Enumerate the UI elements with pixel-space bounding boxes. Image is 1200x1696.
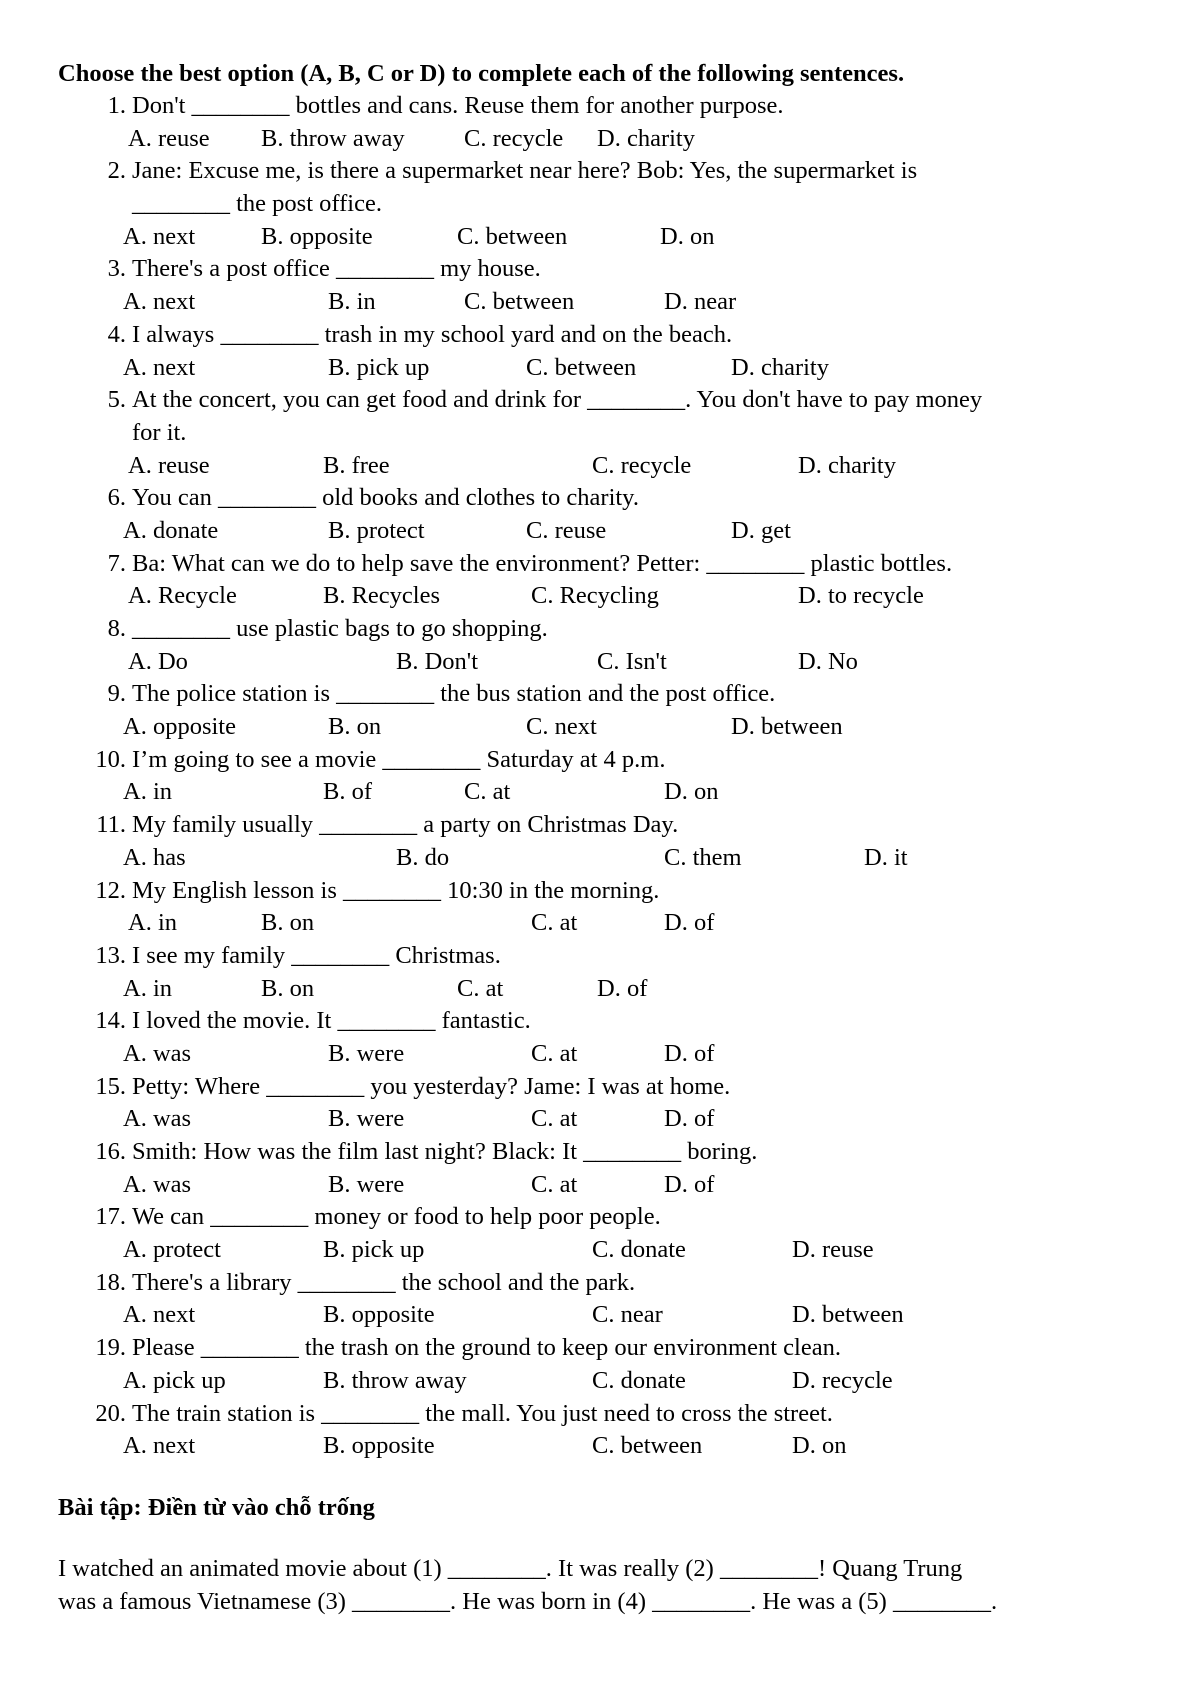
- answer-options: [58, 973, 1158, 1006]
- question-line: [58, 90, 1158, 123]
- answer-option-a[interactable]: A. reuse: [128, 124, 210, 152]
- answer-option-b[interactable]: B. in: [328, 288, 376, 316]
- answer-options: [58, 1299, 1158, 1332]
- answer-options: [58, 1234, 1158, 1267]
- answer-option-d[interactable]: D. charity: [731, 353, 829, 381]
- answer-option-d[interactable]: D. recycle: [792, 1366, 893, 1394]
- answer-option-d[interactable]: D. on: [660, 222, 715, 250]
- question-line: [58, 384, 1158, 417]
- answer-option-c[interactable]: C. them: [664, 843, 742, 871]
- question-line: [58, 253, 1158, 286]
- question-item: [58, 678, 1158, 743]
- answer-option-a[interactable]: A. was: [123, 1170, 192, 1198]
- question-number: 2.: [107, 157, 126, 185]
- answer-option-c[interactable]: C. at: [531, 1039, 578, 1067]
- question-text: Smith: How was the film last night? Black: It ________ boring.: [132, 1138, 758, 1165]
- answer-option-a[interactable]: A. in: [128, 909, 177, 937]
- question-text: I’m going to see a movie ________ Saturday at 4 p.m.: [132, 745, 666, 773]
- answer-option-d[interactable]: D. get: [731, 516, 791, 544]
- question-item: [58, 1267, 1158, 1332]
- question-number: 11.: [96, 811, 126, 839]
- question-text: I see my family ________ Christmas.: [132, 941, 501, 969]
- question-line: [58, 1332, 1158, 1365]
- question-text: Don't ________ bottles and cans. Reuse them for another purpose.: [132, 92, 784, 119]
- question-item: [58, 875, 1158, 940]
- answer-option-b[interactable]: B. do: [396, 843, 450, 871]
- question-number: 3.: [107, 255, 126, 283]
- answer-option-d[interactable]: D. of: [664, 1170, 715, 1198]
- answer-option-c[interactable]: C. at: [531, 909, 578, 937]
- question-text: The police station is ________ the bus station and the post office.: [132, 680, 776, 708]
- question-item: [58, 1398, 1158, 1463]
- answer-option-c[interactable]: C. at: [531, 1105, 578, 1133]
- answer-option-b[interactable]: B. throw away: [323, 1366, 467, 1394]
- answer-option-a[interactable]: A. Do: [128, 647, 188, 675]
- question-item: [58, 744, 1158, 809]
- question-number: 7.: [107, 549, 126, 577]
- answer-options: [58, 711, 1158, 744]
- answer-option-a[interactable]: A. was: [123, 1039, 192, 1067]
- question-item: [58, 548, 1158, 613]
- answer-option-b[interactable]: B. protect: [328, 516, 425, 544]
- answer-option-b[interactable]: B. on: [261, 974, 315, 1002]
- answer-option-c[interactable]: C. recycle: [464, 124, 564, 152]
- question-item: [58, 1201, 1158, 1266]
- question-text: Please ________ the trash on the ground to keep our environment clean.: [132, 1334, 841, 1362]
- question-line: [58, 744, 1158, 777]
- question-line: [58, 613, 1158, 646]
- question-line: [58, 678, 1158, 711]
- answer-option-a[interactable]: A. in: [123, 974, 172, 1002]
- answer-option-a[interactable]: A. in: [123, 778, 172, 806]
- question-number: 15.: [95, 1072, 126, 1100]
- question-number: 19.: [95, 1334, 126, 1362]
- answer-option-d[interactable]: D. No: [798, 647, 858, 675]
- question-item: [58, 155, 1158, 253]
- answer-option-a[interactable]: A. next: [123, 222, 196, 250]
- answer-option-c[interactable]: C. donate: [592, 1366, 686, 1394]
- section-title: Bài tập: Điền từ vào chỗ trống: [58, 1494, 375, 1521]
- exercise-page: [58, 58, 1158, 1463]
- question-line: [58, 1136, 1158, 1169]
- question-number: 8.: [107, 615, 126, 642]
- question-line: [58, 155, 1158, 188]
- answer-option-c[interactable]: C. Isn't: [597, 647, 667, 675]
- answer-option-d[interactable]: D. to recycle: [798, 582, 924, 610]
- question-number: 4.: [107, 320, 126, 348]
- answer-options: [58, 580, 1158, 613]
- answer-option-a[interactable]: A. was: [123, 1105, 192, 1133]
- question-text: The train station is ________ the mall. You just need to cross the street.: [132, 1399, 833, 1427]
- question-text: Petty: Where ________ you yesterday? Jame: I was at home.: [132, 1072, 731, 1100]
- answer-option-c[interactable]: C. between: [464, 288, 575, 316]
- answer-option-d[interactable]: D. of: [597, 974, 648, 1002]
- answer-option-a[interactable]: A. next: [123, 1301, 196, 1329]
- question-number: 9.: [107, 680, 126, 708]
- question-number: 5.: [107, 386, 126, 414]
- answer-option-a[interactable]: A. next: [123, 353, 196, 381]
- question-text: You can ________ old books and clothes to charity.: [132, 484, 639, 512]
- answer-option-d[interactable]: D. reuse: [792, 1236, 874, 1264]
- answer-options: [58, 286, 1158, 319]
- question-line: [58, 1267, 1158, 1300]
- answer-option-a[interactable]: A. pick up: [123, 1366, 226, 1394]
- answer-options: [58, 1103, 1158, 1136]
- question-line: [58, 809, 1158, 842]
- answer-options: [58, 1430, 1158, 1463]
- question-number: 17.: [95, 1203, 126, 1231]
- answer-option-a[interactable]: A. next: [123, 1432, 196, 1460]
- question-number: 20.: [95, 1399, 126, 1427]
- fill-in-paragraph: [58, 1553, 1168, 1618]
- answer-option-b[interactable]: B. pick up: [323, 1236, 425, 1264]
- answer-option-d[interactable]: D. between: [792, 1301, 904, 1329]
- answer-option-b[interactable]: B. free: [323, 451, 390, 479]
- answer-options: [58, 515, 1158, 548]
- question-line: [58, 1005, 1158, 1038]
- answer-option-b[interactable]: B. opposite: [323, 1432, 435, 1460]
- answer-option-b[interactable]: B. on: [261, 909, 315, 937]
- answer-options: [58, 1169, 1158, 1202]
- question-text: Jane: Excuse me, is there a supermarket near here? Bob: Yes, the supermarket is: [132, 157, 918, 185]
- question-item: [58, 1071, 1158, 1136]
- question-text: I always ________ trash in my school yard and on the beach.: [132, 320, 733, 348]
- question-text-continued: for it.: [132, 418, 187, 446]
- question-text: At the concert, you can get food and drink for ________. You don't have to pay money: [132, 386, 983, 414]
- question-item: [58, 482, 1158, 547]
- answer-option-d[interactable]: D. on: [792, 1432, 847, 1460]
- answer-options: [58, 1365, 1158, 1398]
- question-text: There's a library ________ the school and the park.: [132, 1268, 636, 1296]
- question-item: [58, 90, 1158, 155]
- question-number: 1.: [107, 92, 126, 119]
- answer-option-d[interactable]: D. charity: [798, 451, 896, 479]
- question-text-continued: ________ the post office.: [132, 190, 382, 218]
- answer-options: [58, 646, 1158, 679]
- answer-options: [58, 221, 1158, 254]
- answer-option-c[interactable]: C. near: [592, 1301, 663, 1329]
- answer-option-b[interactable]: B. opposite: [261, 222, 373, 250]
- question-line: [58, 548, 1158, 581]
- question-number: 14.: [95, 1007, 126, 1035]
- question-line: [58, 319, 1158, 352]
- answer-option-a[interactable]: A. opposite: [123, 713, 236, 741]
- answer-option-c[interactable]: C. at: [457, 974, 504, 1002]
- answer-options: [58, 352, 1158, 385]
- question-item: [58, 319, 1158, 384]
- question-line: [58, 1071, 1158, 1104]
- question-line: [58, 1398, 1158, 1431]
- paragraph-line: I watched an animated movie about (1) ________. It was really (2) ________! Quang Trung: [58, 1555, 963, 1582]
- answer-option-a[interactable]: A. has: [123, 843, 186, 871]
- question-number: 10.: [95, 745, 126, 773]
- question-number: 12.: [95, 876, 126, 904]
- answer-option-c[interactable]: C. recycle: [592, 451, 692, 479]
- answer-option-a[interactable]: A. protect: [123, 1236, 221, 1264]
- answer-option-a[interactable]: A. next: [123, 288, 196, 316]
- answer-option-c[interactable]: C. reuse: [526, 516, 607, 544]
- question-list: [58, 90, 1158, 1463]
- answer-option-c[interactable]: C. between: [526, 353, 637, 381]
- answer-option-b[interactable]: B. were: [328, 1170, 405, 1198]
- answer-option-d[interactable]: D. near: [664, 288, 737, 316]
- question-line: [58, 482, 1158, 515]
- question-text: My English lesson is ________ 10:30 in the morning.: [132, 876, 660, 904]
- question-text: I loved the movie. It ________ fantastic.: [132, 1007, 531, 1035]
- answer-option-b[interactable]: B. pick up: [328, 353, 430, 381]
- answer-option-c[interactable]: C. next: [526, 713, 597, 741]
- answer-option-d[interactable]: D. of: [664, 1105, 715, 1133]
- question-item: [58, 1136, 1158, 1201]
- question-item: [58, 253, 1158, 318]
- answer-option-c[interactable]: C. Recycling: [531, 582, 659, 610]
- question-item: [58, 809, 1158, 874]
- question-number: 13.: [95, 941, 126, 969]
- question-item: [58, 613, 1158, 678]
- question-item: [58, 940, 1158, 1005]
- answer-option-a[interactable]: A. Recycle: [128, 582, 237, 610]
- answer-options: [58, 907, 1158, 940]
- question-text: We can ________ money or food to help poor people.: [132, 1203, 661, 1231]
- answer-option-b[interactable]: B. were: [328, 1105, 405, 1133]
- answer-option-d[interactable]: D. on: [664, 778, 719, 806]
- question-line: [58, 940, 1158, 973]
- answer-options: [58, 1038, 1158, 1071]
- answer-option-a[interactable]: A. reuse: [128, 451, 210, 479]
- answer-option-b[interactable]: B. Recycles: [323, 582, 441, 610]
- answer-option-b[interactable]: B. on: [328, 713, 382, 741]
- paragraph-line: was a famous Vietnamese (3) ________. He was born in (4) ________. He was a (5) ________.: [58, 1587, 998, 1615]
- answer-option-d[interactable]: D. of: [664, 909, 715, 937]
- answer-options: [58, 123, 1158, 156]
- answer-option-d[interactable]: D. of: [664, 1039, 715, 1067]
- answer-options: [58, 842, 1158, 875]
- answer-option-c[interactable]: C. between: [457, 222, 568, 250]
- answer-option-d[interactable]: D. it: [864, 843, 908, 871]
- question-text: ________ use plastic bags to go shopping.: [132, 615, 548, 642]
- question-item: [58, 1005, 1158, 1070]
- answer-options: [58, 776, 1158, 809]
- question-text: My family usually ________ a party on Christmas Day.: [132, 811, 679, 839]
- question-line: [58, 875, 1158, 908]
- instructions-heading: Choose the best option (A, B, C or D) to complete each of the following sentences.: [58, 60, 905, 87]
- question-line: [58, 1201, 1158, 1234]
- question-text: Ba: What can we do to help save the environment? Petter: ________ plastic bottles.: [132, 549, 953, 577]
- answer-option-b[interactable]: B. of: [323, 778, 372, 806]
- answer-option-c[interactable]: C. at: [531, 1170, 578, 1198]
- question-item: [58, 384, 1158, 482]
- answer-option-b[interactable]: B. opposite: [323, 1301, 435, 1329]
- answer-option-c[interactable]: C. donate: [592, 1236, 686, 1264]
- question-number: 18.: [95, 1268, 126, 1296]
- answer-options: [58, 450, 1158, 483]
- answer-option-c[interactable]: C. between: [592, 1432, 703, 1460]
- question-number: 6.: [107, 484, 126, 512]
- question-item: [58, 1332, 1158, 1397]
- answer-option-d[interactable]: D. between: [731, 713, 843, 741]
- answer-option-b[interactable]: B. Don't: [396, 647, 479, 675]
- answer-option-a[interactable]: A. donate: [123, 516, 219, 544]
- answer-option-d[interactable]: D. charity: [597, 124, 695, 152]
- question-number: 16.: [95, 1138, 126, 1165]
- answer-option-b[interactable]: B. were: [328, 1039, 405, 1067]
- question-text: There's a post office ________ my house.: [132, 255, 541, 283]
- answer-option-b[interactable]: B. throw away: [261, 124, 405, 152]
- answer-option-c[interactable]: C. at: [464, 778, 511, 806]
